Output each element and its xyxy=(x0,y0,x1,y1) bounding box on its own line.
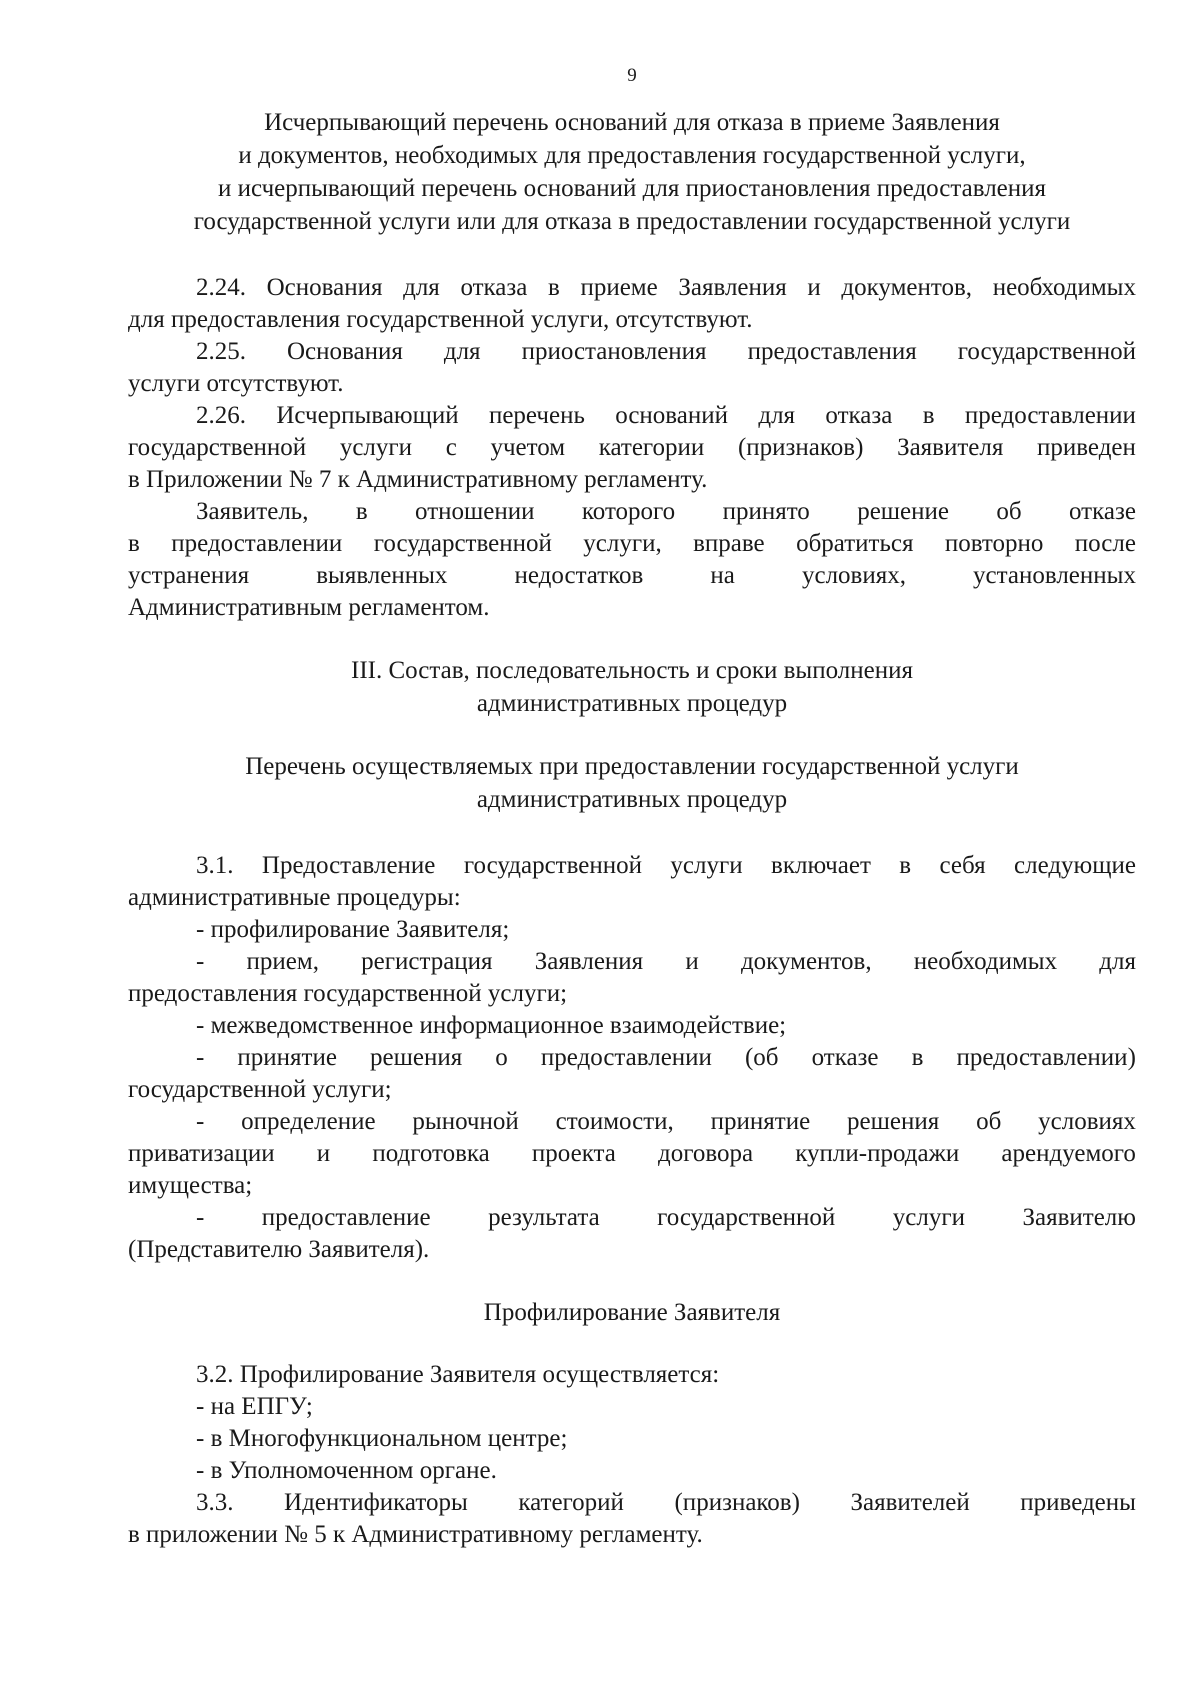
document-body xyxy=(128,106,1136,1551)
text-line: для предоставления государственной услуги, отсутствуют. xyxy=(128,306,753,333)
heading-line: государственной услуги или для отказа в предоставлении государственной услуги xyxy=(193,208,1071,235)
word: отказа xyxy=(460,274,528,301)
word: необходимых xyxy=(992,274,1136,301)
text-line: имущества; xyxy=(128,1172,253,1199)
word: рыночной xyxy=(412,1108,519,1135)
word: в xyxy=(128,530,140,557)
paragraph-2-24 xyxy=(128,272,1136,336)
word: услуги xyxy=(670,852,743,879)
word: в xyxy=(922,402,935,429)
word: категории xyxy=(598,434,705,461)
word: приватизации xyxy=(128,1140,275,1167)
word: результата xyxy=(488,1204,600,1231)
word: для xyxy=(443,338,481,365)
word: установленных xyxy=(973,562,1136,589)
word: предоставлении xyxy=(540,1044,712,1071)
word: отказе xyxy=(811,1044,879,1071)
justified-line xyxy=(128,946,1136,978)
word: 2.24. xyxy=(196,274,246,301)
text-line: в Приложении № 7 к Административному регламенту. xyxy=(128,466,708,493)
word: Основания xyxy=(287,338,403,365)
word: предоставлении xyxy=(964,402,1136,429)
word: (признаков) xyxy=(674,1489,800,1516)
word: следующие xyxy=(1014,852,1136,879)
word: стоимости, xyxy=(555,1108,674,1135)
list-item: - профилирование Заявителя; xyxy=(196,916,510,943)
section-heading-profiling xyxy=(128,1296,1136,1329)
word: Заявления xyxy=(534,948,644,975)
section-heading-refusal-grounds xyxy=(128,106,1136,238)
word: государственной xyxy=(957,338,1136,365)
word: проекта xyxy=(531,1140,616,1167)
word: Заявитель, xyxy=(196,498,309,525)
word: оснований xyxy=(615,402,729,429)
word: вправе xyxy=(693,530,765,557)
justified-line xyxy=(128,496,1136,528)
paragraph-3-2 xyxy=(128,1359,1136,1487)
word: учетом xyxy=(490,434,566,461)
paragraph-2-25 xyxy=(128,336,1136,400)
word: Заявителя xyxy=(897,434,1004,461)
word: решение xyxy=(857,498,949,525)
word: договора xyxy=(658,1140,754,1167)
heading-line: Исчерпывающий перечень оснований для отказа в приеме Заявления xyxy=(264,109,1000,136)
word: условиях, xyxy=(801,562,906,589)
word: документов, xyxy=(740,948,872,975)
word: и xyxy=(316,1140,331,1167)
word: Идентификаторы xyxy=(284,1489,468,1516)
justified-line xyxy=(128,1202,1136,1234)
word: услуги xyxy=(339,434,413,461)
list-item: - межведомственное информационное взаимодействие; xyxy=(196,1012,787,1039)
word: условиях xyxy=(1038,1108,1136,1135)
word: предоставление xyxy=(261,1204,431,1231)
word: определение xyxy=(241,1108,376,1135)
word: об xyxy=(996,498,1022,525)
word: (об xyxy=(744,1044,779,1071)
word: подготовка xyxy=(372,1140,490,1167)
word: необходимых xyxy=(913,948,1058,975)
justified-line xyxy=(128,432,1136,464)
text-line: в приложении № 5 к Административному регламенту. xyxy=(128,1521,703,1548)
word: - xyxy=(196,1108,205,1135)
procedures-list xyxy=(128,914,1136,1266)
word: принятие xyxy=(237,1044,337,1071)
word: в xyxy=(911,1044,924,1071)
word: 2.25. xyxy=(196,338,246,365)
word: услуги xyxy=(892,1204,966,1231)
heading-line: и документов, необходимых для предоставления государственной услуги, xyxy=(238,142,1026,169)
text-line: предоставления государственной услуги; xyxy=(128,980,568,1007)
word: отказа xyxy=(825,402,893,429)
justified-line xyxy=(128,1106,1136,1138)
text-line: Административным регламентом. xyxy=(128,594,490,621)
word: арендуемого xyxy=(1001,1140,1136,1167)
word: в xyxy=(899,852,912,879)
word: о xyxy=(495,1044,508,1071)
word: повторно xyxy=(944,530,1044,557)
justified-line xyxy=(128,1138,1136,1170)
word: (признаков) xyxy=(737,434,864,461)
word: для xyxy=(403,274,440,301)
word: после xyxy=(1074,530,1136,557)
word: включает xyxy=(771,852,871,879)
word: для xyxy=(758,402,796,429)
word: для xyxy=(1099,948,1136,975)
page-number: 9 xyxy=(627,65,637,86)
word: на xyxy=(710,562,735,589)
word: с xyxy=(445,434,457,461)
word: Заявителю xyxy=(1022,1204,1136,1231)
word: приостановления xyxy=(521,338,707,365)
heading-line: III. Состав, последовательность и сроки выполнения xyxy=(351,657,913,684)
paragraph-3-1 xyxy=(128,850,1136,914)
heading-line: Перечень осуществляемых при предоставлении государственной услуги xyxy=(245,753,1019,780)
text-line: услуги отсутствуют. xyxy=(128,370,344,397)
text-line: 3.2. Профилирование Заявителя осуществляется: xyxy=(196,1361,720,1388)
word: в xyxy=(548,274,560,301)
justified-line xyxy=(128,850,1136,882)
word: государственной xyxy=(373,530,552,557)
word: государственной xyxy=(128,434,307,461)
word: которого xyxy=(581,498,676,525)
word: обратиться xyxy=(796,530,914,557)
word: 3.3. xyxy=(196,1489,234,1516)
word: об xyxy=(976,1108,1002,1135)
heading-line: административных процедур xyxy=(476,786,788,813)
word: регистрация xyxy=(361,948,493,975)
paragraph-3-3 xyxy=(128,1487,1136,1551)
word: купли-продажи xyxy=(795,1140,960,1167)
word: отношении xyxy=(415,498,535,525)
list-item: - в Уполномоченном органе. xyxy=(196,1457,497,1484)
word: в xyxy=(355,498,368,525)
paragraph-2-26 xyxy=(128,400,1136,496)
word: услуги, xyxy=(583,530,662,557)
word: - xyxy=(196,1204,205,1231)
word: прием, xyxy=(246,948,319,975)
word: и xyxy=(685,948,699,975)
word: 3.1. xyxy=(196,852,234,879)
word: предоставления xyxy=(747,338,917,365)
text-line: административные процедуры: xyxy=(128,884,461,911)
justified-line xyxy=(128,560,1136,592)
justified-line xyxy=(128,272,1136,304)
word: государственной xyxy=(463,852,642,879)
word: недостатков xyxy=(514,562,644,589)
word: приведен xyxy=(1037,434,1136,461)
word: и xyxy=(807,274,821,301)
heading-line: Профилирование Заявителя xyxy=(483,1299,781,1326)
word: принято xyxy=(722,498,810,525)
heading-line: и исчерпывающий перечень оснований для приостановления предоставления xyxy=(217,175,1047,202)
text-line: (Представителю Заявителя). xyxy=(128,1236,430,1263)
word: устранения xyxy=(128,562,250,589)
section-heading-procedures-list xyxy=(128,750,1136,816)
justified-line xyxy=(128,1487,1136,1519)
word: выявленных xyxy=(316,562,448,589)
word: предоставлении) xyxy=(956,1044,1136,1071)
justified-line xyxy=(128,336,1136,368)
section-heading-iii xyxy=(128,654,1136,720)
heading-line: административных процедур xyxy=(476,690,788,717)
word: государственной xyxy=(657,1204,836,1231)
word: - xyxy=(196,948,205,975)
word: Основания xyxy=(266,274,383,301)
word: документов, xyxy=(841,274,973,301)
word: решения xyxy=(370,1044,463,1071)
word: Предоставление xyxy=(261,852,436,879)
word: 2.26. xyxy=(196,402,246,429)
justified-line xyxy=(128,528,1136,560)
word: приведены xyxy=(1020,1489,1136,1516)
word: решения xyxy=(847,1108,940,1135)
word: перечень xyxy=(488,402,585,429)
word: отказе xyxy=(1069,498,1136,525)
word: принятие xyxy=(710,1108,811,1135)
word: Заявителей xyxy=(850,1489,970,1516)
word: себя xyxy=(939,852,986,879)
justified-line xyxy=(128,1042,1136,1074)
word: Исчерпывающий xyxy=(276,402,459,429)
list-item: - на ЕПГУ; xyxy=(196,1393,313,1420)
word: - xyxy=(196,1044,205,1071)
word: категорий xyxy=(518,1489,624,1516)
word: Заявления xyxy=(678,274,787,301)
word: предоставлении xyxy=(171,530,343,557)
list-item: - в Многофункциональном центре; xyxy=(196,1425,568,1452)
paragraph-applicant-reapply xyxy=(128,496,1136,624)
justified-line xyxy=(128,400,1136,432)
word: приеме xyxy=(580,274,658,301)
text-line: государственной услуги; xyxy=(128,1076,392,1103)
